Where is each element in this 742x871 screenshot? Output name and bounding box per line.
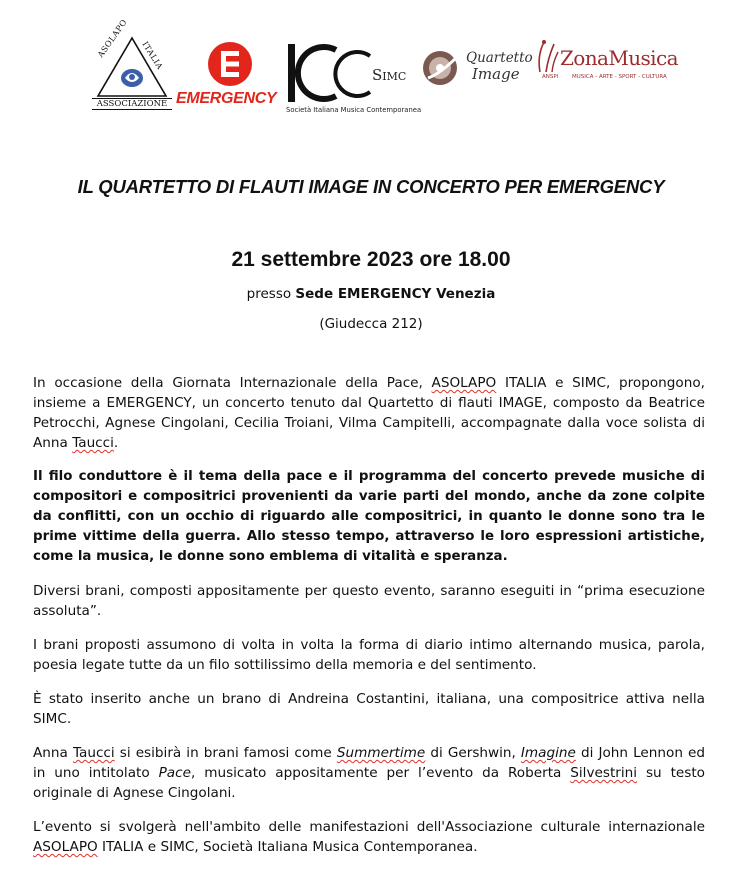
zonamusica-instruments-icon	[536, 38, 562, 74]
asolapo-arc-left: ASOLAPO	[96, 17, 129, 60]
paragraph-costantini: È stato inserito anche un brano di Andreina Costantini, italiana, una compositrice attiva nella SIMC.	[33, 691, 705, 727]
emergency-wordmark: EMERGENCY	[176, 90, 277, 107]
quartetto-image-logo	[420, 44, 538, 94]
paragraph-program: Anna Taucci si esibirà in brani famosi come Summertime di Gershwin, Imagine di John Lennon ed in uno intitolato Pace, musicato appositamente per l’evento da Roberta Silvestrini su testo originale di Agnese Cingolani.	[33, 745, 705, 801]
paragraph-theme: Il filo conduttore è il tema della pace e il programma del concerto prevede musiche di compositori e compositrici provenienti da varie parti del mondo, anche da zone colpite da conflitti, con un occhio di riguardo alle compositrici, in quanto le donne sono tra le prime vittime della guerra. Allo stesso tempo, attraverso le loro espressioni artistiche, come la musica, le donne sono emblema di vitalità e speranza.	[33, 469, 705, 564]
document-body	[33, 373, 705, 871]
paragraph-intro: In occasione della Giornata Internazionale della Pace, ASOLAPO ITALIA e SIMC, propongono, insieme a EMERGENCY, un concerto tenuto dal Quartetto di flauti IMAGE, composto da Beatrice Petrocchi, Agnese Cingolani, Cecilia Troiani, Vilma Campitelli, accompagnate dalla voce solista di Anna Taucci.	[33, 375, 705, 451]
simc-logo	[284, 32, 424, 122]
paragraph-premiere: Diversi brani, composti appositamente per questo evento, saranno eseguiti in “prima esecuzione assoluta”.	[33, 583, 705, 619]
event-address: (Giudecca 212)	[319, 316, 423, 332]
paragraph-closing: L’evento si svolgerà nell'ambito delle manifestazioni dell'Associazione culturale internazionale ASOLAPO ITALIA e SIMC, Società Italiana Musica Contemporanea.	[33, 819, 705, 855]
emergency-logo	[176, 38, 286, 118]
simc-subtitle: Società Italiana Musica Contemporanea	[286, 106, 422, 114]
quartetto-line1: Quartetto	[466, 50, 533, 66]
zonamusica-tagline: MUSICA - ARTE - SPORT - CULTURA	[572, 74, 667, 80]
logo-strip	[0, 17, 742, 122]
zonamusica-logo	[536, 36, 678, 96]
asolapo-logo	[92, 17, 172, 116]
zonamusica-anspi: ANSPI	[542, 74, 559, 80]
simc-100-emblem	[284, 36, 384, 108]
event-venue: presso Sede EMERGENCY Venezia	[246, 286, 496, 302]
document-title: IL QUARTETTO DI FLAUTI IMAGE IN CONCERTO PER EMERGENCY	[77, 176, 665, 197]
simc-abbreviation: SIMC	[372, 66, 407, 84]
event-date: 21 settembre 2023 ore 18.00	[231, 248, 511, 271]
emergency-e-icon	[206, 40, 254, 88]
zonamusica-wordmark: ZonaMusica	[560, 46, 678, 70]
paragraph-diary: I brani proposti assumono di volta in volta la forma di diario intimo alternando musica, parola, poesia legate tutte da un filo sottilissimo della memoria e del sentimento.	[33, 637, 705, 673]
asolapo-banner: ASSOCIAZIONE	[92, 98, 172, 110]
quartetto-flute-emblem	[420, 48, 464, 88]
asolapo-arc-right: ITALIA	[140, 40, 165, 72]
quartetto-line2: Image	[472, 65, 520, 83]
